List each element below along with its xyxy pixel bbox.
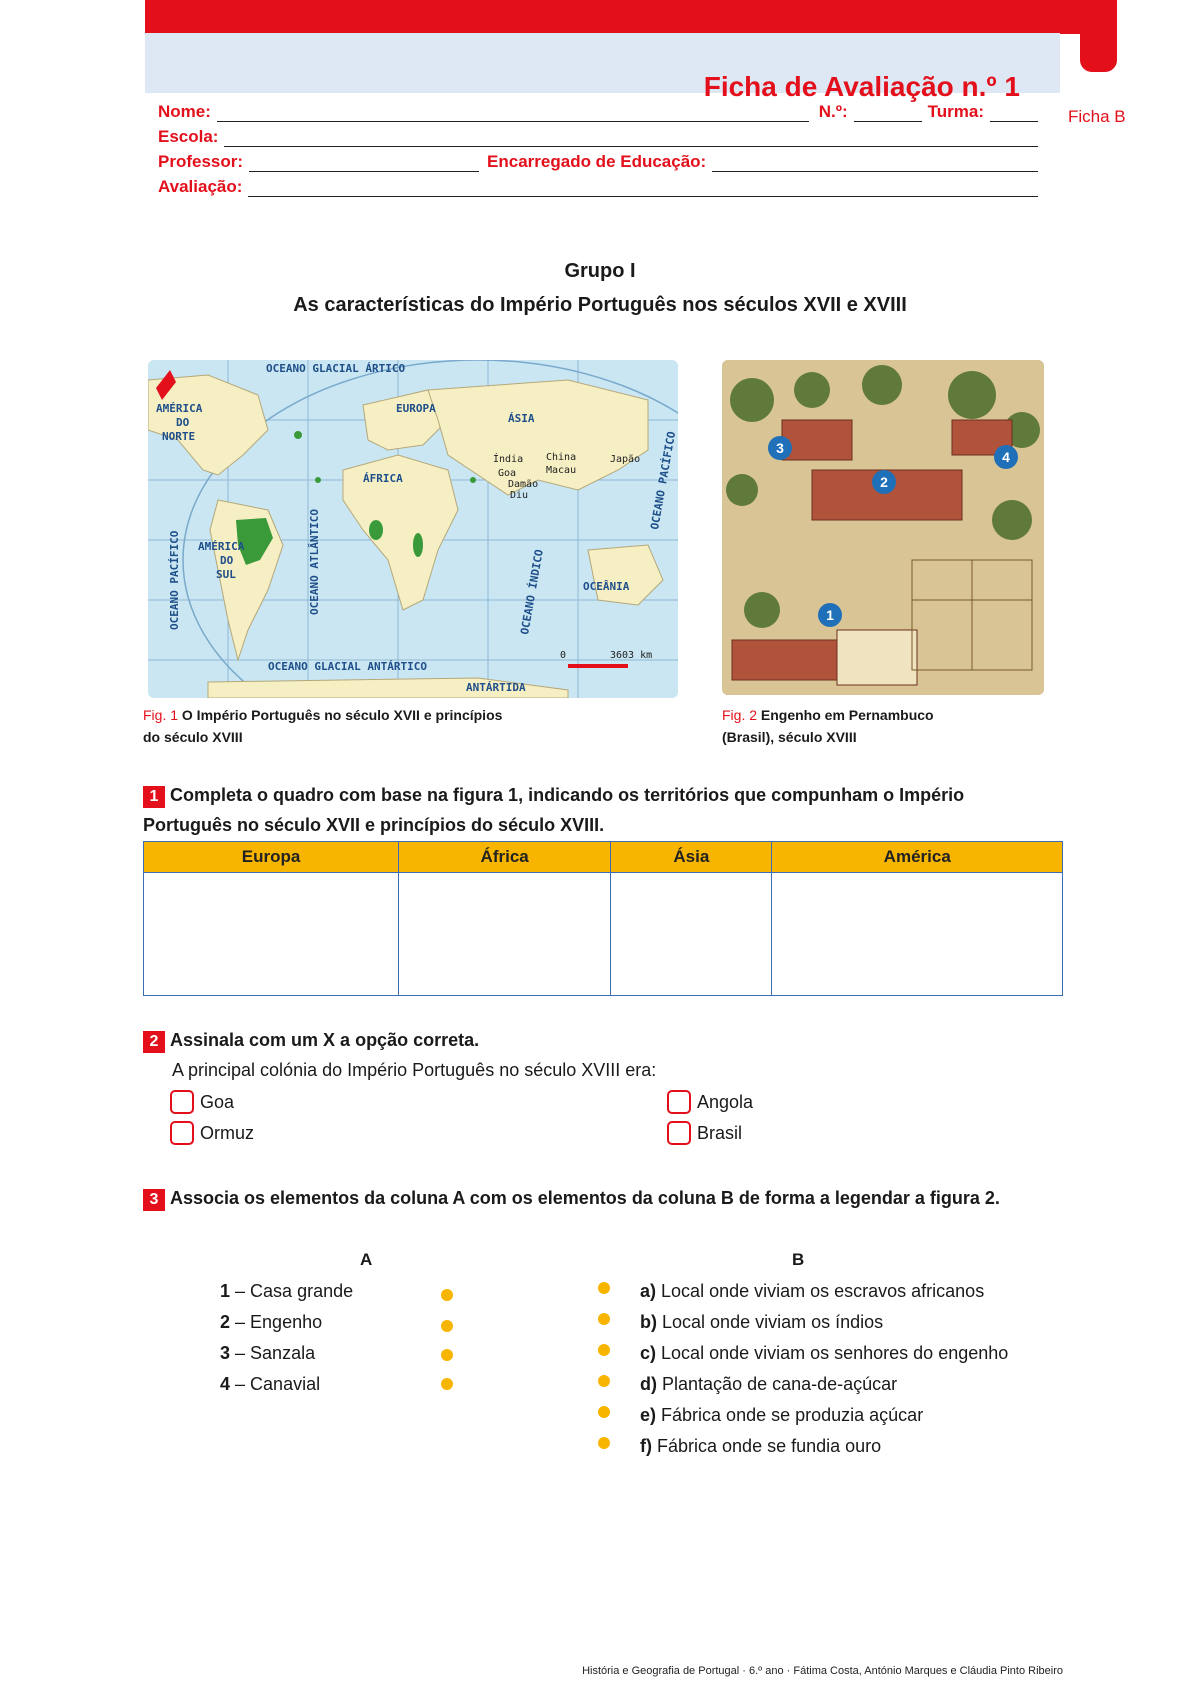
map-figure <box>148 360 678 698</box>
asia-shape <box>428 380 648 495</box>
col-b-item-f <box>640 1436 881 1457</box>
q1-text-line1: Completa o quadro com base na figura 1, indicando os territórios que compunham o Império <box>170 785 965 805</box>
ficha-version: Ficha B <box>1068 107 1126 126</box>
col-a-item-2-text: – Engenho <box>235 1312 323 1332</box>
col-b-item-e-text: Fábrica onde se produzia açúcar <box>661 1405 924 1425</box>
col-a-item-3 <box>220 1343 315 1364</box>
map-label-america-norte-2: DO <box>176 416 190 429</box>
col-b-item-d-letter: d) <box>640 1374 657 1394</box>
col-b-item-d <box>640 1374 897 1395</box>
fig2-caption <box>722 704 1042 748</box>
q3-statement <box>143 1183 1000 1213</box>
input-turma[interactable] <box>990 103 1038 122</box>
header-red-tab <box>1080 0 1117 72</box>
fig1-caption-line1: O Império Português no século XVII e princípios <box>181 707 503 723</box>
q2-statement <box>143 1025 479 1055</box>
checkbox-goa[interactable] <box>170 1090 194 1114</box>
col-a-dot-2[interactable] <box>441 1320 453 1332</box>
option-brasil-label: Brasil <box>697 1122 743 1143</box>
input-nome[interactable] <box>217 103 809 122</box>
label-escola: Escola: <box>158 127 219 146</box>
table-answer-row <box>144 873 1063 996</box>
option-brasil[interactable] <box>667 1121 742 1145</box>
answer-cell-asia[interactable] <box>611 873 772 996</box>
input-encarregado[interactable] <box>712 153 1038 172</box>
map-label-japao: Japão <box>610 454 641 465</box>
map-label-oceania: OCEÂNIA <box>583 580 630 593</box>
col-b-item-c <box>640 1343 1008 1364</box>
col-b-dot-a[interactable] <box>598 1282 610 1294</box>
table-header-america: América <box>772 842 1063 873</box>
col-b-item-a-letter: a) <box>640 1281 657 1301</box>
angola-territory <box>369 520 383 540</box>
col-b-item-e <box>640 1405 923 1426</box>
option-goa[interactable] <box>170 1090 234 1114</box>
label-avaliacao: Avaliação: <box>158 177 243 196</box>
engenho-marker-1: 1 <box>826 607 834 623</box>
answer-cell-europa[interactable] <box>144 873 399 996</box>
engenho-figure <box>722 360 1044 695</box>
col-b-item-e-letter: e) <box>640 1405 657 1425</box>
label-nome: Nome: <box>158 102 211 121</box>
q2-text: Assinala com um X a opção correta. <box>170 1030 480 1050</box>
col-a-item-1-text: – Casa grande <box>235 1281 354 1301</box>
map-label-macau: Macau <box>546 465 577 476</box>
col-b-item-a-text: Local onde viviam os escravos africanos <box>661 1281 985 1301</box>
map-label-europa: EUROPA <box>396 402 436 415</box>
engenho-marker-3: 3 <box>776 440 784 456</box>
map-label-pacifico-w: OCEANO PACÍFICO <box>168 530 181 630</box>
fig2-caption-line2: (Brasil), século XVIII <box>722 729 857 745</box>
world-map-svg <box>148 360 678 698</box>
option-goa-label: Goa <box>200 1091 235 1112</box>
col-b-dot-c[interactable] <box>598 1344 610 1356</box>
territories-table <box>143 841 1063 996</box>
col-a-item-1 <box>220 1281 353 1302</box>
col-b-dot-e[interactable] <box>598 1406 610 1418</box>
map-label-china: China <box>546 452 577 463</box>
table-header-africa: África <box>399 842 611 873</box>
label-numero: N.º: <box>818 102 848 121</box>
col-b-item-f-text: Fábrica onde se fundia ouro <box>657 1436 882 1456</box>
group-subtitle: As características do Império Português nos séculos XVII e XVIII <box>293 294 907 316</box>
answer-cell-africa[interactable] <box>399 873 611 996</box>
col-b-item-b-text: Local onde viviam os índios <box>662 1312 884 1332</box>
table-header-asia: Ásia <box>611 842 772 873</box>
col-a-item-4-num: 4 <box>220 1374 231 1394</box>
col-b-dot-b[interactable] <box>598 1313 610 1325</box>
field-row-escola <box>158 125 1038 147</box>
engenho-illustration <box>722 360 1044 695</box>
map-label-indico: OCEANO ÍNDICO <box>518 548 546 636</box>
option-ormuz[interactable] <box>170 1121 254 1145</box>
page-footer: História e Geografia de Portugal · 6.º ano · Fátima Costa, António Marques e Cláudia Pinto Ribeiro <box>582 1665 1063 1677</box>
label-turma: Turma: <box>927 102 984 121</box>
option-angola[interactable] <box>667 1090 753 1114</box>
goa-territory <box>470 477 476 483</box>
col-b-item-a <box>640 1281 984 1302</box>
header-red-band <box>145 0 1115 34</box>
q2-prompt: A principal colónia do Império Português no século XVIII era: <box>172 1060 657 1080</box>
checkbox-angola[interactable] <box>667 1090 691 1114</box>
col-a-item-1-num: 1 <box>220 1281 231 1301</box>
field-row-professor <box>158 150 1038 172</box>
answer-cell-america[interactable] <box>772 873 1063 996</box>
input-professor[interactable] <box>249 153 479 172</box>
col-a-item-2-num: 2 <box>220 1312 231 1332</box>
q2-number: 2 <box>143 1031 165 1053</box>
option-ormuz-label: Ormuz <box>200 1122 254 1143</box>
engenho-marker-2: 2 <box>880 474 888 490</box>
col-b-item-f-letter: f) <box>640 1436 652 1456</box>
map-label-glacial-antartico: OCEANO GLACIAL ANTÁRTICO <box>268 660 427 673</box>
q3-number: 3 <box>143 1189 165 1211</box>
q3-text: Associa os elementos da coluna A com os elementos da coluna B de forma a legendar a figura 2. <box>170 1188 1000 1208</box>
table-header-europa: Europa <box>144 842 399 873</box>
oceania-shape <box>588 545 663 605</box>
table-header-row <box>144 842 1063 873</box>
column-b-title: B <box>792 1250 805 1269</box>
col-b-dot-d[interactable] <box>598 1375 610 1387</box>
map-label-diu: Diu <box>510 490 529 501</box>
group-title: Grupo I <box>564 260 636 282</box>
col-a-dot-3[interactable] <box>441 1349 453 1361</box>
col-b-item-c-text: Local onde viviam os senhores do engenho <box>661 1343 1009 1363</box>
engenho-marker-4: 4 <box>1002 449 1010 465</box>
fig2-caption-line1: Engenho em Pernambuco <box>760 707 934 723</box>
map-label-america-sul-3: SUL <box>216 568 236 581</box>
col-b-item-d-text: Plantação de cana-de-açúcar <box>662 1374 898 1394</box>
q1-statement <box>143 780 1073 840</box>
title-banner <box>145 33 1060 102</box>
page-title: Ficha de Avaliação n.º 1 <box>703 71 1020 102</box>
map-label-glacial-artico: OCEANO GLACIAL ÁRTICO <box>266 362 406 375</box>
map-label-goa: Goa <box>498 468 517 479</box>
input-avaliacao[interactable] <box>248 178 1038 197</box>
fig1-number: Fig. 1 <box>143 707 179 723</box>
fig1-caption <box>143 704 563 748</box>
continents <box>148 375 663 698</box>
col-a-item-3-text: – Sanzala <box>235 1343 316 1363</box>
col-b-item-b-letter: b) <box>640 1312 657 1332</box>
map-scale-km: 3603 km <box>610 650 653 661</box>
col-a-dot-4[interactable] <box>441 1378 453 1390</box>
map-label-india: Índia <box>493 454 524 465</box>
col-b-item-c-letter: c) <box>640 1343 657 1363</box>
fig1-caption-line2: do século XVIII <box>143 729 243 745</box>
map-label-antartida: ANTÁRTIDA <box>466 681 526 694</box>
q1-number: 1 <box>143 786 165 808</box>
field-row-avaliacao <box>158 175 1038 197</box>
label-professor: Professor: <box>158 152 244 171</box>
col-b-dot-f[interactable] <box>598 1437 610 1449</box>
cabo-verde-territory <box>315 477 321 483</box>
column-a-title: A <box>360 1250 373 1269</box>
map-label-atlantico: OCEANO ATLÂNTICO <box>308 509 321 615</box>
fig2-number: Fig. 2 <box>722 707 758 723</box>
col-b-item-b <box>640 1312 883 1333</box>
col-a-item-3-num: 3 <box>220 1343 231 1363</box>
map-label-america-sul-1: AMÉRICA <box>198 540 245 553</box>
col-a-item-4-text: – Canavial <box>235 1374 321 1394</box>
label-encarregado: Encarregado de Educação: <box>487 152 707 171</box>
map-label-pacifico-e: OCEANO PACÍFICO <box>648 430 678 531</box>
map-scale-zero: 0 <box>560 650 567 661</box>
map-label-africa: ÁFRICA <box>363 472 403 485</box>
option-angola-label: Angola <box>697 1091 754 1112</box>
mocambique-territory <box>413 533 423 557</box>
checkbox-ormuz[interactable] <box>170 1121 194 1145</box>
map-label-asia: ÁSIA <box>508 412 535 425</box>
azores-territory <box>294 431 302 439</box>
field-row-nome <box>158 100 1038 122</box>
input-numero[interactable] <box>854 103 922 122</box>
q1-text-line2: Português no século XVII e princípios do século XVIII. <box>143 815 605 835</box>
col-a-item-4 <box>220 1374 320 1395</box>
map-label-america-norte-3: NORTE <box>162 430 196 443</box>
checkbox-brasil[interactable] <box>667 1121 691 1145</box>
input-escola[interactable] <box>224 128 1038 147</box>
map-label-damao: Damão <box>508 479 539 490</box>
map-label-america-sul-2: DO <box>220 554 234 567</box>
col-a-item-2 <box>220 1312 322 1333</box>
map-label-america-norte-1: AMÉRICA <box>156 402 203 415</box>
col-a-dot-1[interactable] <box>441 1289 453 1301</box>
